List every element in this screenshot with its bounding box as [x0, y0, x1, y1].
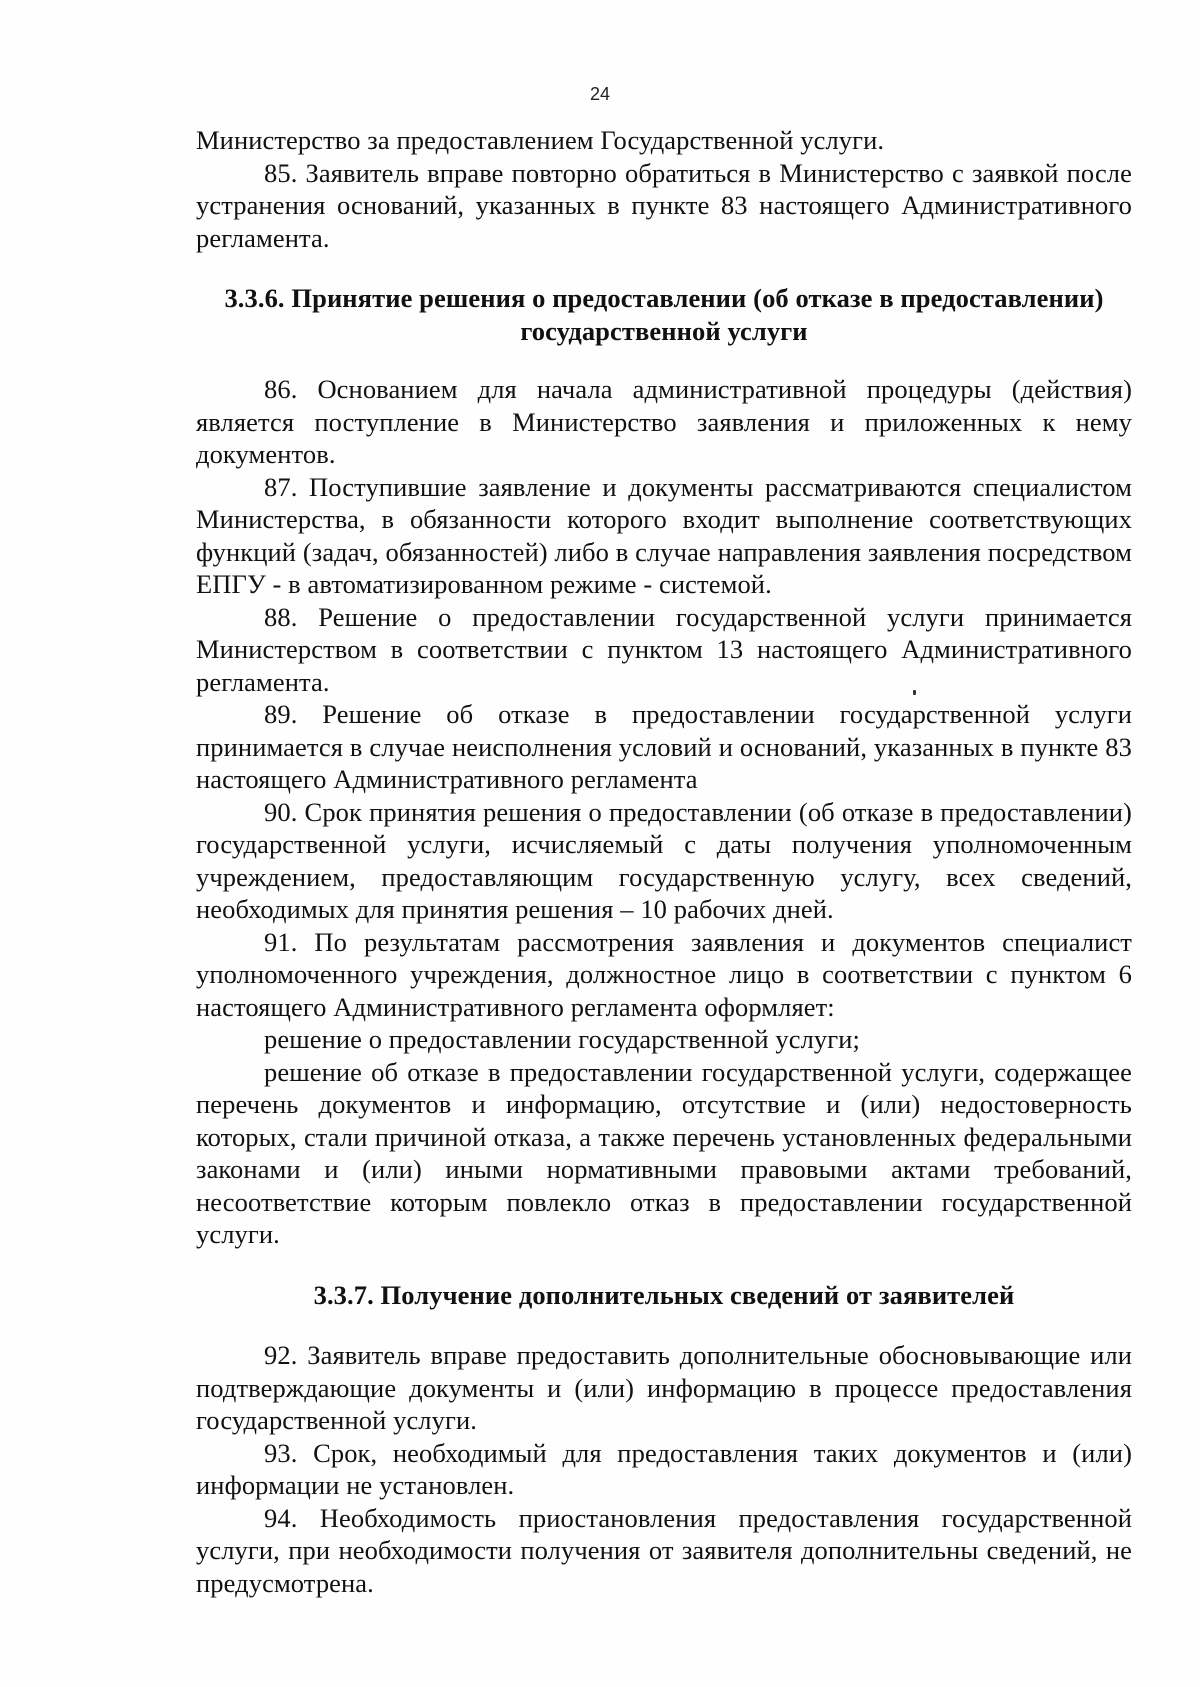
page-number: 24	[589, 84, 611, 104]
paragraph-89: 89. Решение об отказе в предоставлении государственной услуги принимается в случае неисполнения условий и оснований, указанных в пункте 83 настоящего Административного регламента	[196, 699, 1132, 794]
document-body	[196, 124, 1132, 1599]
paragraph-intro: Министерство за предоставлением Государственной услуги.	[196, 125, 885, 155]
paragraph-87: 87. Поступившие заявление и документы рассматриваются специалистом Министерства, в обязанности которого входит выполнение соответствующих функций (задач, обязанностей) либо в случае направления заявления посредством ЕПГУ - в автоматизированном режиме - системой.	[196, 471, 1132, 599]
section-heading-3-3-7: 3.3.7. Получение дополнительных сведений от заявителей	[313, 1279, 1015, 1310]
paragraph-91: 91. По результатам рассмотрения заявления и документов специалист уполномоченного учреждения, должностное лицо в соответствии с пунктом 6 настоящего Административного регламента оформляет:	[196, 926, 1132, 1022]
paragraph-91-item-approval: решение о предоставлении государственной услуги;	[264, 1024, 860, 1054]
paragraph-90: 90. Срок принятия решения о предоставлении (об отказе в предоставлении) государственной услуги, исчисляемый с даты получения уполномоченным учреждением, предоставляющим государственную услугу, всех сведений, необходимых для принятия решения – 10 рабочих дней.	[196, 796, 1132, 924]
paragraph-93: 93. Срок, необходимый для предоставления таких документов и (или) информации не установлен.	[196, 1437, 1132, 1500]
paragraph-91-item-refusal: решение об отказе в предоставлении государственной услуги, содержащее перечень документов и информацию, отсутствие и (или) недостоверность которых, стали причиной отказа, а также перечень установленных федеральными законами и (или) иными нормативными правовыми актами требований, несоответствие которым повлекло отказ в предоставлении государственной услуги.	[196, 1056, 1132, 1249]
paragraph-88: 88. Решение о предоставлении государственной услуги принимается Министерством в соответствии с пунктом 13 настоящего Административного регламента.	[196, 601, 1132, 697]
paragraph-94: 94. Необходимость приостановления предоставления государственной услуги, при необходимости получения от заявителя дополнительны сведений, не предусмотрена.	[196, 1502, 1132, 1598]
scan-dot-mark	[913, 690, 916, 695]
spacer	[196, 1311, 1132, 1339]
section-heading-3-3-6: 3.3.6. Принятие решения о предоставлении (об отказе в предоставлении) государственной услуги	[224, 283, 1104, 346]
paragraph-86: 86. Основанием для начала административной процедуры (действия) является поступление в Министерство заявления и приложенных к нему документов.	[196, 374, 1132, 469]
spacer	[196, 254, 1132, 282]
paragraph-85: 85. Заявитель вправе повторно обратиться в Министерство с заявкой после устранения оснований, указанных в пункте 83 настоящего Административного регламента.	[196, 157, 1132, 253]
spacer	[196, 347, 1132, 373]
paragraph-92: 92. Заявитель вправе предоставить дополнительные обосновывающие или подтверждающие документы и (или) информацию в процессе предоставления государственной услуги.	[196, 1340, 1132, 1435]
spacer	[196, 1251, 1132, 1279]
